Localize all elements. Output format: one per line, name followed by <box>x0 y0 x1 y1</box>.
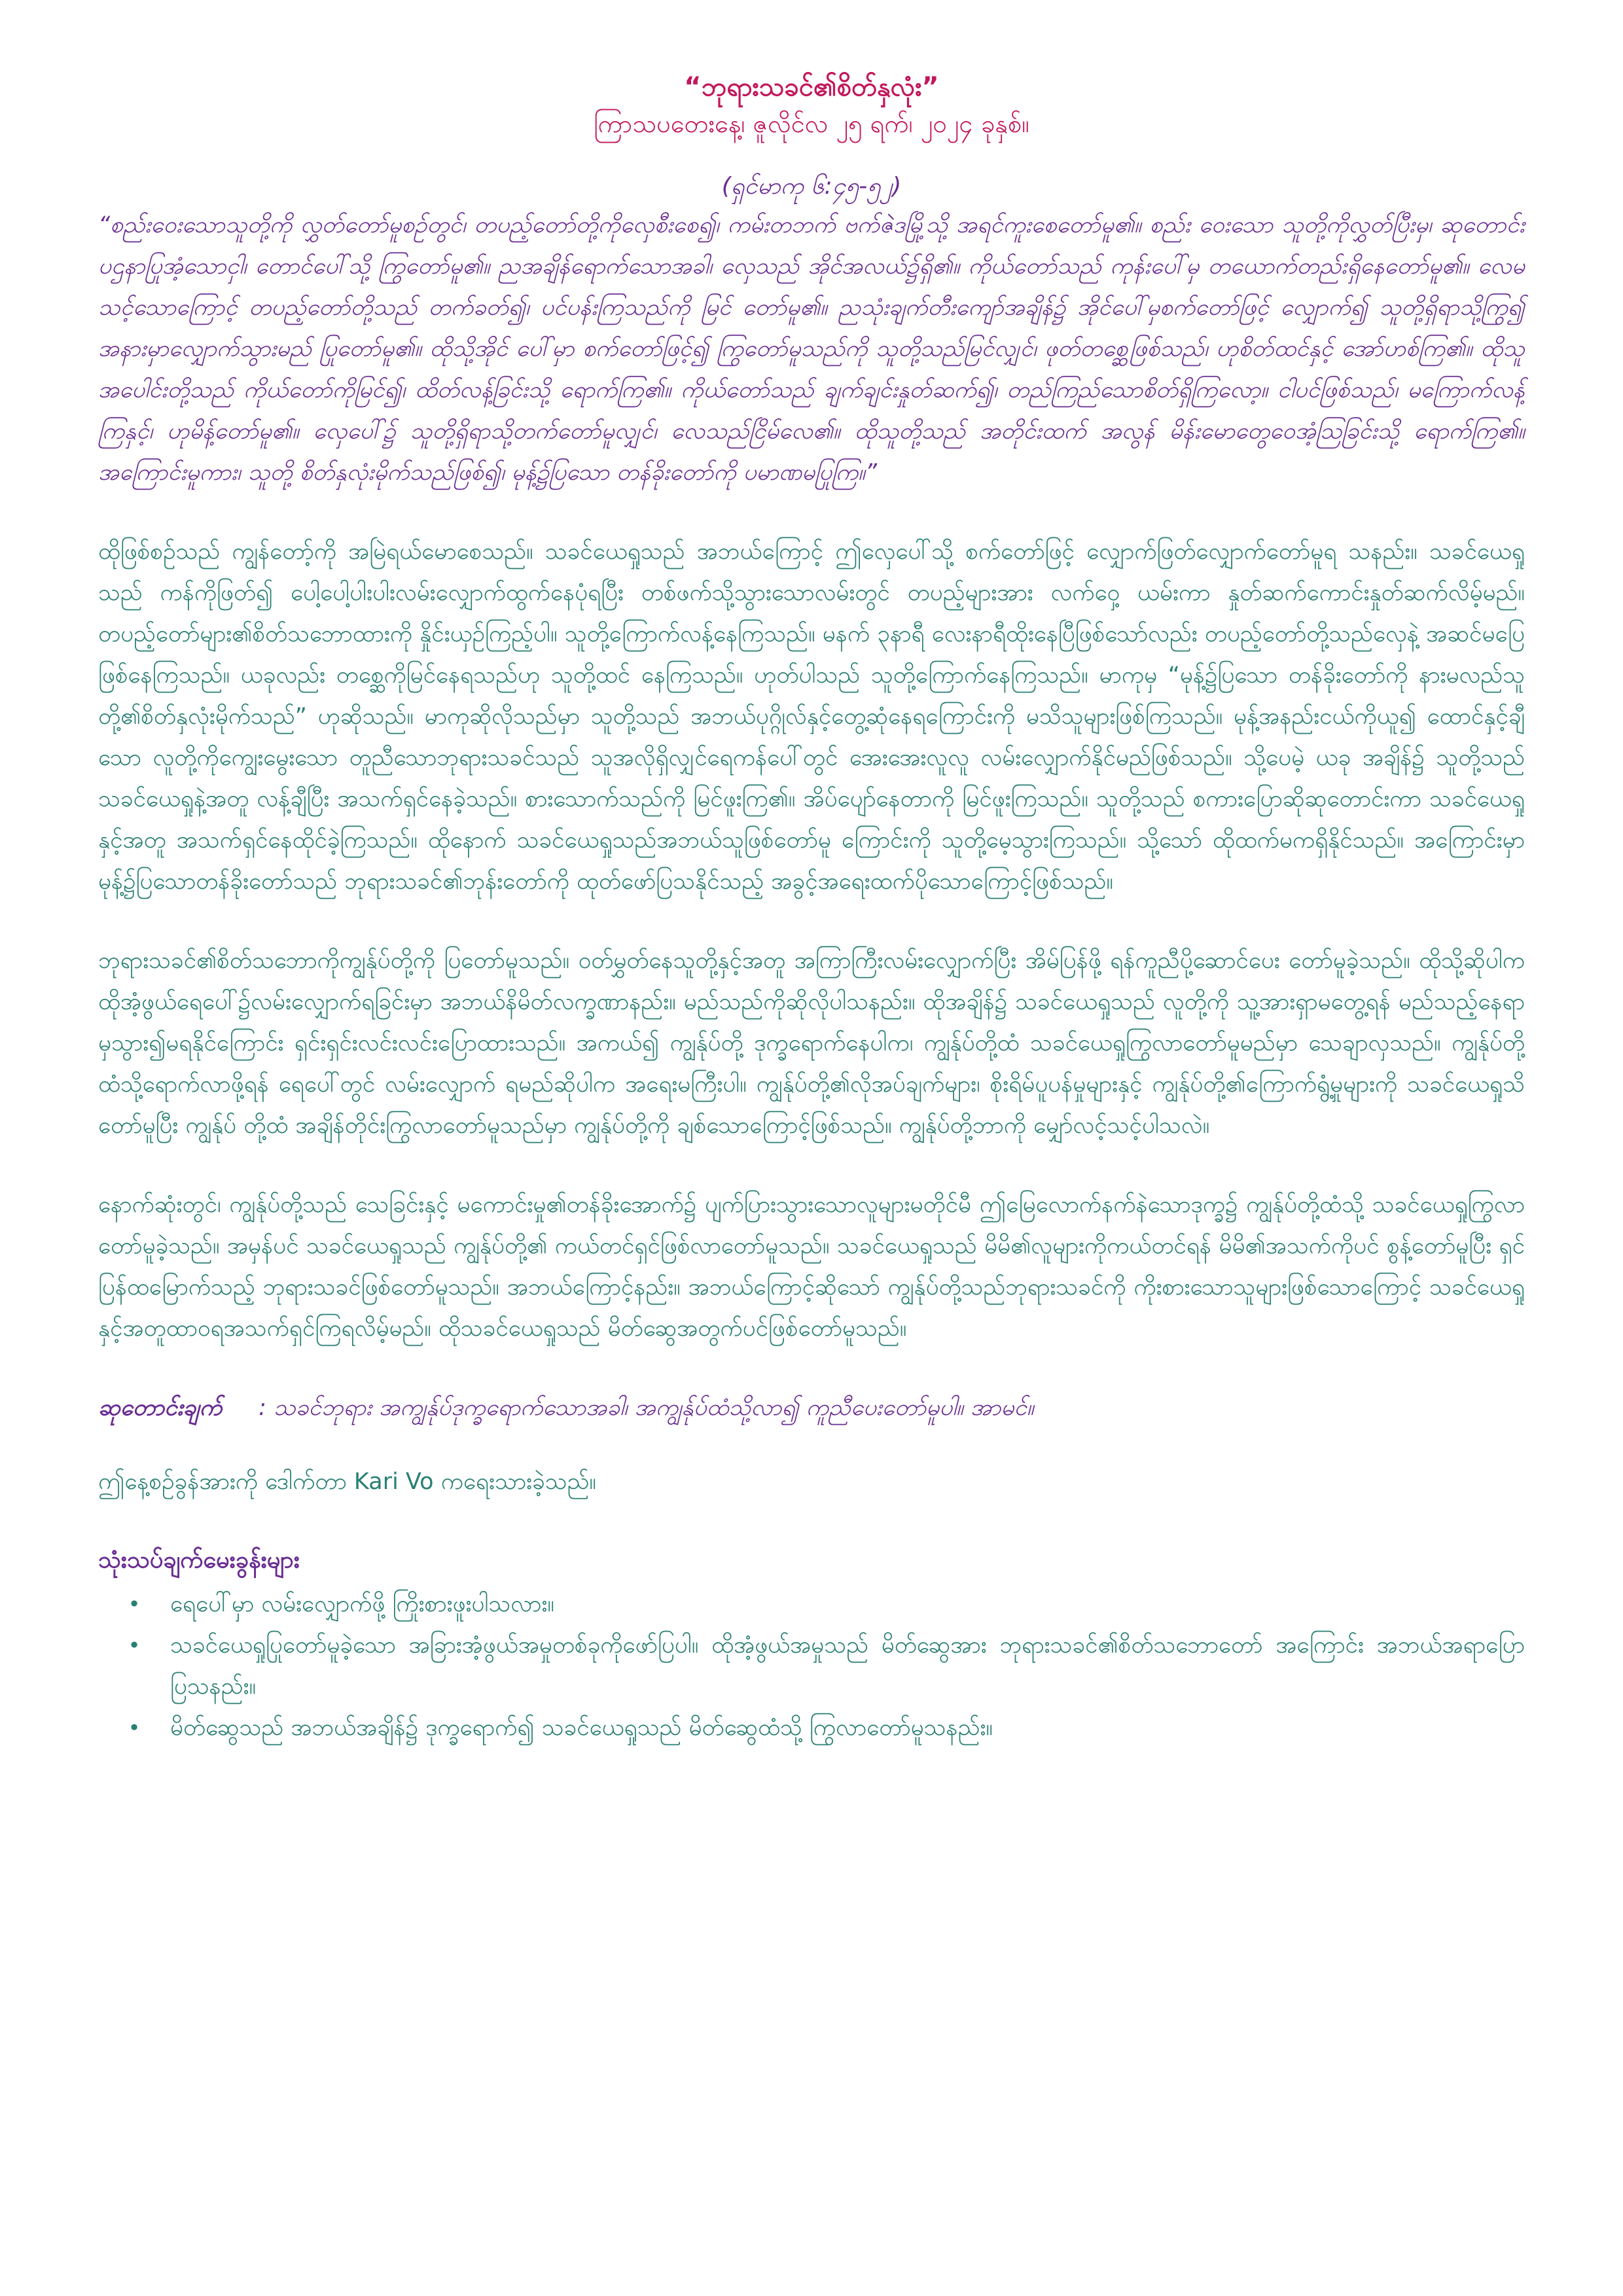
page-title: “ဘုရားသခင်၏စိတ်နှလုံး” <box>684 72 939 102</box>
questions-heading: သုံးသပ်ချက်မေးခွန်းများ <box>98 1547 300 1573</box>
prayer-text: : သခင်ဘုရား အကျွန်ုပ်ဒုက္ခရောက်သောအခါ၊ အကျွန်ုပ်ထံသို့လာ၍ ကူညီပေးတော်မူပါ။ အာမင်။ <box>259 1395 1034 1421</box>
author-line: ဤနေ့စဉ်ခွန်အားကို ဒေါက်တာ Kari Vo ကရေးသားခဲ့သည်။ <box>98 1469 597 1495</box>
bullet-icon: • <box>128 1715 141 1740</box>
prayer-label: ဆုတောင်းချက် <box>98 1395 223 1421</box>
question-text: သခင်ယေရှုပြုတော်မူခဲ့သော အခြားအံ့ဖွယ်အမှုတစ်ခုကိုဖော်ပြပါ။ ထိုအံ့ဖွယ်အမှုသည် မိတ်ဆွေအား ဘုရားသခင်၏စိတ်သဘောတော် အကြောင်း အဘယ်အရာပြောပြသနည်း။ <box>170 1632 1525 1700</box>
body-paragraph-3: နောက်ဆုံးတွင်၊ ကျွန်ုပ်တို့သည် သေခြင်းနှင့် မကောင်းမှု၏တန်ခိုးအောက်၌ ပျက်ပြားသွားသောလူများမတိုင်မီ ဤမြေလောက်နက်နဲသောဒုက္ခ၌ ကျွန်ုပ်တို့ထံသို့ သခင်ယေရှုကြွလာတော်မူခဲ့သည်။ အမှန်ပင် သခင်ယေရှုသည် ကျွန်ုပ်တို့၏ ကယ်တင်ရှင်ဖြစ်လာတော်မူသည်။ သခင်ယေရှုသည် မိမိ၏လူများကိုကယ်တင်ရန် မိမိ၏အသက်ကိုပင် စွန့်တော်မူပြီး ရှင်ပြန်ထမြောက်သည့် ဘုရားသခင်ဖြစ်တော်မူသည်။ အဘယ်ကြောင့်နည်း။ အဘယ်ကြောင့်ဆိုသော် ကျွန်ုပ်တို့သည်ဘုရားသခင်ကို ကိုးစားသောသူများဖြစ်သောကြောင့် သခင်ယေရှုနှင့်အတူထာဝရအသက်ရှင်ကြရလိမ့်မည်။ ထိုသခင်ယေရှုသည် မိတ်ဆွေအတွက်ပင်ဖြစ်တော်မူသည်။ <box>98 1192 1525 1342</box>
list-item <box>98 1625 1525 1708</box>
scripture-reference: (ရှင်မာကု ၆:၄၅-၅၂) <box>721 173 902 200</box>
bullet-icon: • <box>128 1633 141 1658</box>
prayer <box>98 1388 1525 1429</box>
question-text: ရေပေါ်မှာ လမ်းလျှောက်ဖို့ ကြိုးစားဖူးပါသလား။ <box>170 1591 554 1617</box>
question-text: မိတ်ဆွေသည် အဘယ်အချိန်၌ ဒုက္ခရောက်၍ သခင်ယေရှုသည် မိတ်ဆွေထံသို့ ကြွလာတော်မူသနည်း။ <box>170 1715 993 1741</box>
date-line: ကြာသပတေးနေ့၊ ဇူလိုင်လ ၂၅ ရက်၊ ၂၀၂၄ ခုနှစ်။ <box>594 109 1029 138</box>
list-item <box>98 1708 1525 1749</box>
body-paragraph-1: ထိုဖြစ်စဉ်သည် ကျွန်တော့်ကို အမြဲရယ်မောစေသည်။ သခင်ယေရှုသည် အဘယ်ကြောင့် ဤလှေပေါ်သို့ စက်တော်ဖြင့် လျှောက်ဖြတ်လျှောက်တော်မူရ သနည်း။ သခင်ယေရှုသည် ကန်ကိုဖြတ်၍ ပေါ့ပေါ့ပါးပါးလမ်းလျှောက်ထွက်နေပုံရပြီး တစ်ဖက်သို့သွားသောလမ်းတွင် တပည့်များအား လက်ဝှေ့ ယမ်းကာ နှုတ်ဆက်ကောင်းနှုတ်ဆက်လိမ့်မည်။ တပည့်တော်များ၏စိတ်သဘောထားကို နှိုင်းယှဉ်ကြည့်ပါ။ သူတို့ကြောက်လန့်နေကြသည်။ မနက် ၃နာရီ လေးနာရီထိုးနေပြီဖြစ်သော်လည်း တပည့်တော်တို့သည်လှေနဲ့ အဆင်မပြေဖြစ်နေကြသည်။ ယခုလည်း တစ္ဆေကိုမြင်နေရသည်ဟု သူတို့ထင် နေကြသည်။ ဟုတ်ပါသည် သူတို့ကြောက်နေကြသည်။ မာကုမှ “မုန့်၌ပြသော တန်ခိုးတော်ကို နားမလည်သူတို့၏စိတ်နှလုံးမိုက်သည်” ဟုဆိုသည်။ မာကုဆိုလိုသည်မှာ သူတို့သည် အဘယ်ပုဂ္ဂိုလ်နှင့်တွေ့ဆုံနေရကြောင်းကို မသိသူများဖြစ်ကြသည်။ မုန့်အနည်းငယ်ကိုယူ၍ ထောင်နှင့်ချီသော လူတို့ကိုကျွေးမွေးသော တူညီသောဘုရားသခင်သည် သူအလိုရှိလျှင်ရေကန်ပေါ်တွင် အေးအေးလူလူ လမ်းလျှောက်နိုင်မည်ဖြစ်သည်။ သို့ပေမဲ့ ယခု အချိန်၌ သူတို့သည် သခင်ယေရှုနဲ့အတူ လန့်ချီပြီး အသက်ရှင်နေခဲ့သည်။ စားသောက်သည်ကို မြင်ဖူးကြ၏။ အိပ်ပျော်နေတာကို မြင်ဖူးကြသည်။ သူတို့သည် စကားပြောဆိုဆုတောင်းကာ သခင်ယေရှုနှင့်အတူ အသက်ရှင်နေထိုင်ခဲ့ကြသည်။ ထိုနောက် သခင်ယေရှုသည်အဘယ်သူဖြစ်တော်မူ ကြောင်းကို သူတို့မေ့သွားကြသည်။ သို့သော် ထိုထက်မကရှိနိုင်သည်။ အကြောင်းမှာမုန့်၌ပြသောတန်ခိုးတော်သည် ဘုရားသခင်၏ဘုန်းတော်ကို ထုတ်ဖော်ပြသနိုင်သည့် အခွင့်အရေးထက်ပိုသောကြောင့်ဖြစ်သည်။ <box>98 539 1525 895</box>
questions-list <box>98 1584 1525 1749</box>
bullet-icon: • <box>128 1592 141 1617</box>
scripture-text: “စည်းဝေးသောသူတို့ကို လွှတ်တော်မူစဉ်တွင်၊ တပည့်တော်တို့ကိုလှေစီးစေ၍၊ ကမ်းတဘက် ဗက်ဇဲဒမြို့သို့ အရင်ကူးစေတော်မူ၏။ စည်း ဝေးသော သူတို့ကိုလွှတ်ပြီးမှ၊ ဆုတောင်းပဌနာပြုအံ့သောငှါ၊ တောင်ပေါ်သို့ ကြွတော်မူ၏။ ညအချိန်ရောက်သောအခါ၊ လှေသည် အိုင်အလယ်၌ရှိ၏။ ကိုယ်တော်သည် ကုန်းပေါ်မှ တယောက်တည်းရှိနေတော်မူ၏။ လေမသင့်သောကြောင့် တပည့်တော်တို့သည် တက်ခတ်၍၊ ပင်ပန်းကြသည်ကို မြင် တော်မူ၏။ ညသုံးချက်တီးကျော်အချိန်၌ အိုင်ပေါ်မှစက်တော်ဖြင့် လျှောက်၍ သူတို့ရှိရာသို့ကြွ၍ အနားမှာလျှောက်သွားမည် ပြုတော်မူ၏။ ထိုသို့အိုင် ပေါ်မှာ စက်တော်ဖြင့်၍ ကြွတော်မူသည်ကို သူတို့သည်မြင်လျှင်၊ ဖုတ်တစ္ဆေဖြစ်သည်၊ ဟုစိတ်ထင်နှင့် အော်ဟစ်ကြ၏။ ထိုသူအပေါင်းတို့သည် ကိုယ်တော်ကိုမြင်၍၊ ထိတ်လန့်ခြင်းသို့ ရောက်ကြ၏။ ကိုယ်တော်သည် ချက်ချင်းနှုတ်ဆက်၍၊ တည်ကြည်သောစိတ်ရှိကြလော့။ ငါပင်ဖြစ်သည်၊ မကြောက်လန့်ကြနှင့်၊ ဟုမိန့်တော်မူ၏။ လှေပေါ်၌ သူတို့ရှိရာသို့တက်တော်မူလျှင်၊ လေသည်ငြိမ်လေ၏။ ထိုသူတို့သည် အတိုင်းထက် အလွန် မိန်းမောတွေဝေအံ့သြခြင်းသို့ ရောက်ကြ၏။ အကြောင်းမူကား၊ သူတို့ စိတ်နှလုံးမိုက်သည်ဖြစ်၍၊ မုန့်၌ပြသော တန်ခိုးတော်ကို ပမာဏမပြုကြ။” <box>98 212 1525 486</box>
devotional-page <box>98 69 1525 1749</box>
body-paragraph-2: ဘုရားသခင်၏စိတ်သဘောကိုကျွန်ုပ်တို့ကို ပြတော်မူသည်။ ဝတ်မွှတ်နေသူတို့နှင့်အတူ အကြာကြီးလမ်းလျှောက်ပြီး အိမ်ပြန်ဖို့ ရန်ကူညီပို့ဆောင်ပေး တော်မူခဲ့သည်။ ထိုသို့ဆိုပါက ထိုအံ့ဖွယ်ရေပေါ်၌လမ်းလျှောက်ရခြင်းမှာ အဘယ်နိမိတ်လက္ခဏာနည်း။ မည်သည်ကိုဆိုလိုပါသနည်း။ ထိုအချိန်၌ သခင်ယေရှုသည် လူတို့ကို သူ့အားရှာမတွေ့ရန် မည်သည့်နေရာမှသွား၍မရနိုင်ကြောင်း ရှင်းရှင်းလင်းလင်းပြောထားသည်။ အကယ်၍ ကျွန်ုပ်တို့ ဒုက္ခရောက်နေပါက၊ ကျွန်ုပ်တို့ထံ သခင်ယေရှုကြွလာတော်မူမည်မှာ သေချာလှသည်။ ကျွန်ုပ်တို့ထံသို့ရောက်လာဖို့ရန် ရေပေါ်တွင် လမ်းလျှောက် ရမည်ဆိုပါက အရေးမကြီးပါ။ ကျွန်ုပ်တို့၏လိုအပ်ချက်များ၊ စိုးရိမ်ပူပန်မှုများနှင့် ကျွန်ုပ်တို့၏ကြောက်ရွံ့မှုများကို သခင်ယေရှုသိတော်မူပြီး ကျွန်ုပ် တို့ထံ အချိန်တိုင်းကြွလာတော်မူသည်မှာ ကျွန်ုပ်တို့ကို ချစ်သောကြောင့်ဖြစ်သည်။ ကျွန်ုပ်တို့ဘာကို မျှော်လင့်သင့်ပါသလဲ။ <box>98 948 1525 1139</box>
list-item <box>98 1584 1525 1625</box>
